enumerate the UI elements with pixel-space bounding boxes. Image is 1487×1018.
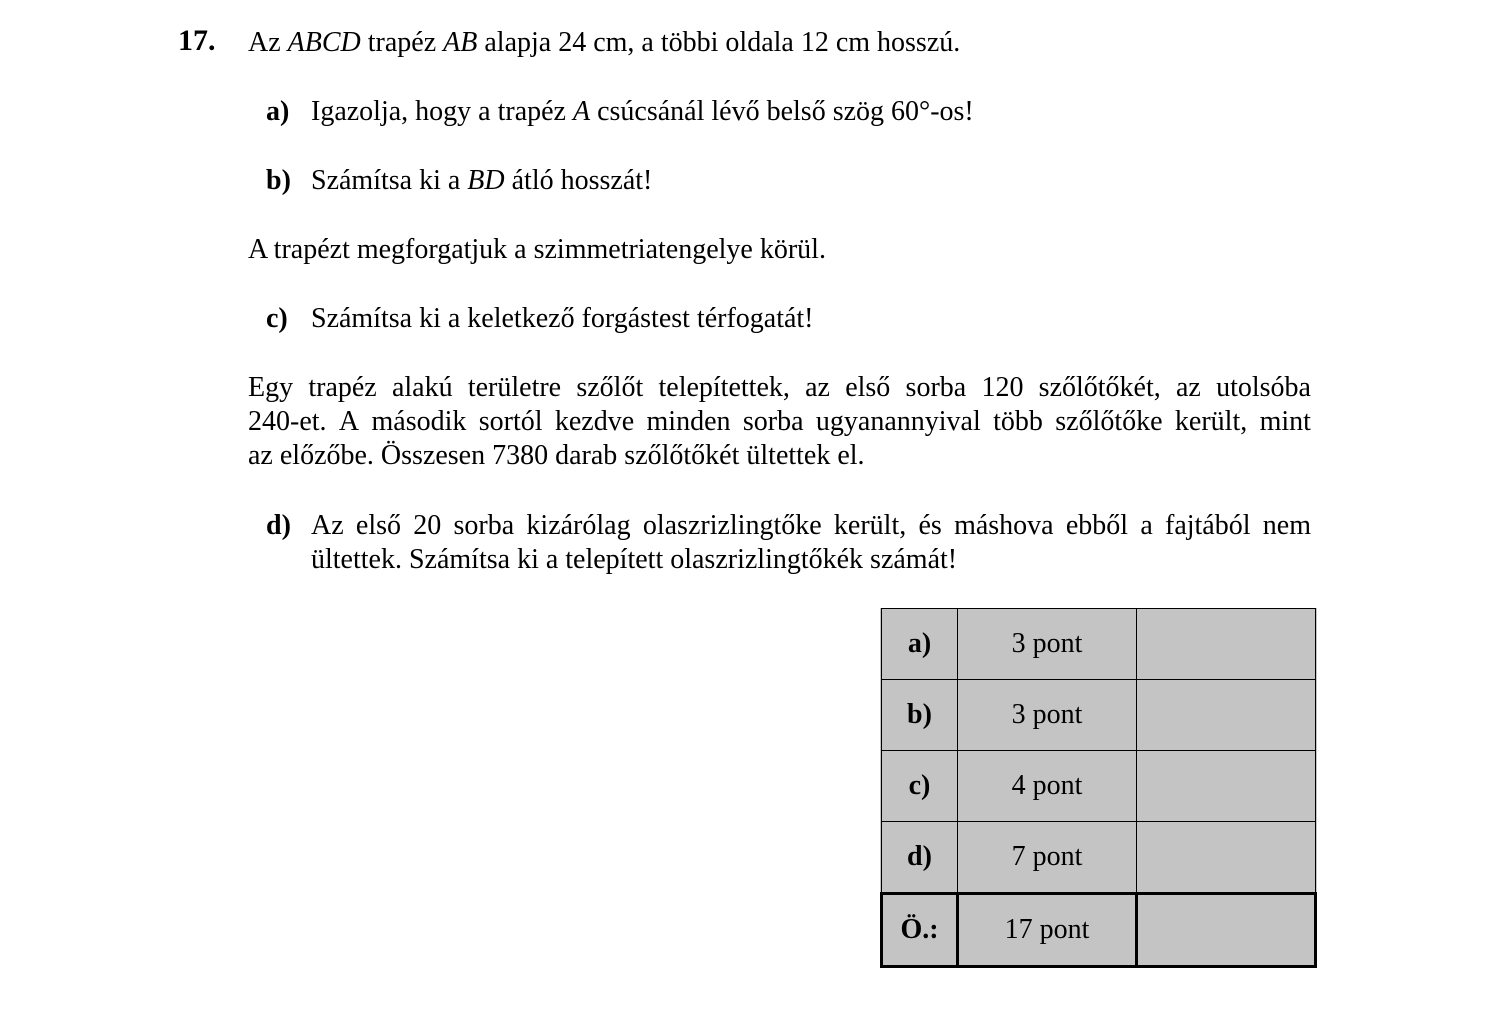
score-cell xyxy=(1137,751,1316,822)
part-d-line-1 xyxy=(311,509,1311,543)
word: kezdve xyxy=(554,406,635,437)
score-points: 7 pont xyxy=(958,822,1137,894)
score-cell xyxy=(1137,680,1316,751)
score-points: 4 pont xyxy=(958,751,1137,822)
score-total-cell xyxy=(1137,894,1316,967)
word: alakú xyxy=(391,372,453,403)
vineyard-line-3: az előzőbe. Összesen 7380 darab szőlőtőkét ültettek el. xyxy=(248,440,865,471)
word: sorba xyxy=(742,406,804,437)
part-b-text: Számítsa ki a BD átló hosszát! xyxy=(311,165,653,196)
word: olaszrizlingtőke xyxy=(642,510,822,541)
word: kizárólag xyxy=(526,510,631,541)
vineyard-line-2 xyxy=(248,405,1311,439)
score-points: 3 pont xyxy=(958,680,1137,751)
part-d-line-2: ültettek. Számítsa ki a telepített olaszrizlingtőkék számát! xyxy=(311,544,958,575)
word: fajtából xyxy=(1165,510,1251,541)
part-c-label: c) xyxy=(266,303,288,334)
score-row xyxy=(882,751,1316,822)
word: az xyxy=(805,372,830,403)
part-c-text: Számítsa ki a keletkező forgástest térfogatát! xyxy=(311,303,814,334)
word: utolsóba xyxy=(1216,372,1311,403)
part-a-text: Igazolja, hogy a trapéz A csúcsánál lévő belső szög 60°-os! xyxy=(311,96,974,127)
score-row xyxy=(882,609,1316,680)
word: 20 xyxy=(413,510,442,541)
word: első xyxy=(845,372,891,403)
word: ugyanannyival xyxy=(815,406,981,437)
word: nem xyxy=(1262,510,1311,541)
word: máshova xyxy=(954,510,1054,541)
word: területre xyxy=(467,372,562,403)
score-row xyxy=(882,822,1316,894)
word: az xyxy=(1176,372,1201,403)
word: szőlőtőke xyxy=(1055,406,1163,437)
score-cell xyxy=(1137,609,1316,680)
score-part: c) xyxy=(882,751,958,822)
word: Az xyxy=(311,510,344,541)
word: mint xyxy=(1259,406,1311,437)
score-part: d) xyxy=(882,822,958,894)
word: ebből xyxy=(1065,510,1129,541)
problem-number: 17. xyxy=(178,24,216,57)
word: szőlőt xyxy=(576,372,644,403)
score-cell xyxy=(1137,822,1316,894)
word: Egy xyxy=(248,372,294,403)
part-a-label: a) xyxy=(266,96,290,127)
word: 240-et. xyxy=(248,406,327,437)
score-total-points: 17 pont xyxy=(958,894,1137,967)
part-b-label: b) xyxy=(266,165,291,196)
score-row xyxy=(882,680,1316,751)
word: telepítettek, xyxy=(658,372,790,403)
word: és xyxy=(918,510,942,541)
score-points: 3 pont xyxy=(958,609,1137,680)
score-part: b) xyxy=(882,680,958,751)
word: került, xyxy=(1174,406,1248,437)
word: több xyxy=(993,406,1043,437)
word: második xyxy=(371,406,467,437)
vineyard-line-1 xyxy=(248,371,1311,405)
rotation-text: A trapézt megforgatjuk a szimmetriatengelye körül. xyxy=(248,234,826,265)
problem-intro: Az ABCD trapéz AB alapja 24 cm, a többi oldala 12 cm hosszú. xyxy=(248,27,961,58)
word: trapéz xyxy=(308,372,377,403)
score-table xyxy=(880,608,1317,968)
word: a xyxy=(1140,510,1153,541)
score-total-label: Ö.: xyxy=(882,894,958,967)
word: sorba xyxy=(453,510,515,541)
word: szőlőtőkét, xyxy=(1038,372,1161,403)
word: sorba xyxy=(905,372,967,403)
part-d-label: d) xyxy=(266,510,291,541)
word: minden xyxy=(646,406,731,437)
word: került, xyxy=(833,510,907,541)
word: A xyxy=(338,406,360,437)
word: első xyxy=(355,510,402,541)
score-part: a) xyxy=(882,609,958,680)
word: 120 xyxy=(981,372,1024,403)
score-total-row xyxy=(882,894,1316,967)
word: sortól xyxy=(478,406,543,437)
